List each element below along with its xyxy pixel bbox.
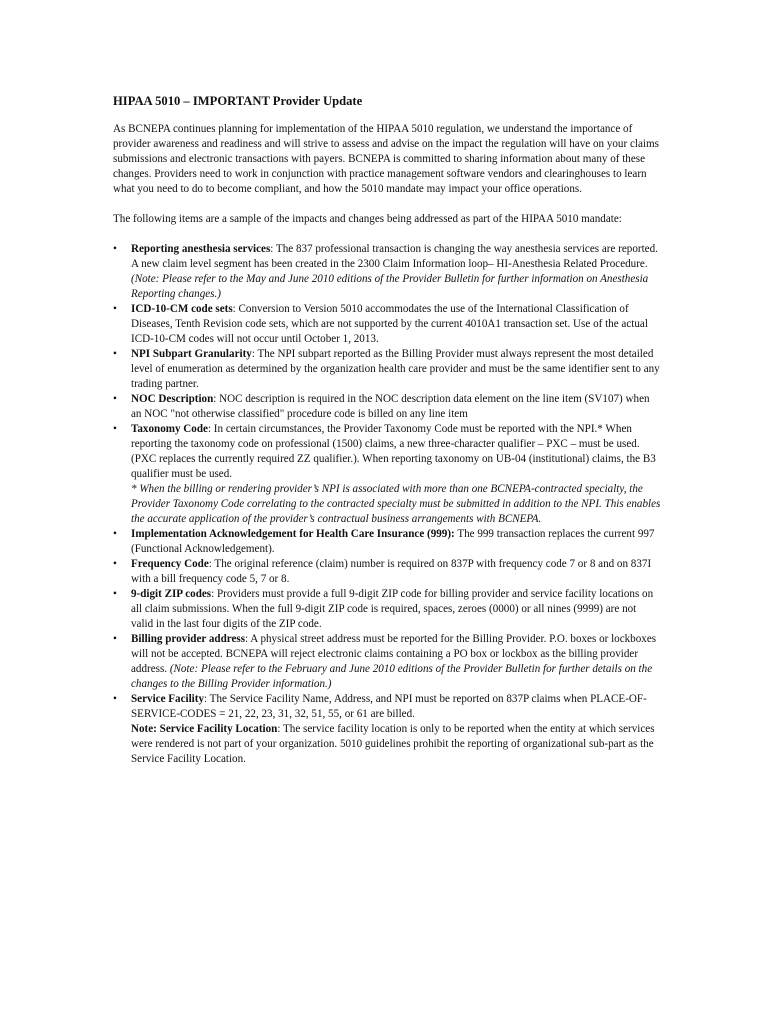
item-text: : The NPI subpart reported as the Billing Provider must always represent the most detailed level of enumeration as determined by the organization health care provider and must be the same identifier sent to any trading partner.: [131, 348, 660, 390]
item-subnote-text: : The service facility location is only to be reported when the entity at which services were rendered is not part of your organization. 5010 guidelines prohibit the reporting of organizational sub-part as the Service Facility Location.: [131, 723, 655, 765]
list-item-billing-address: [113, 632, 661, 692]
item-text: : Conversion to Version 5010 accommodates the use of the International Classification of Diseases, Tenth Revision code sets, which are not supported by the current 4010A1 transaction set. Use of the actual ICD-10-CM codes will not occur until October 1, 2013.: [131, 303, 648, 345]
list-item-noc: [113, 392, 661, 422]
bullet-icon: •: [113, 393, 117, 405]
list-item-icd10: [113, 302, 661, 347]
bullet-icon: •: [113, 423, 117, 435]
item-text: : The original reference (claim) number is required on 837P with frequency code 7 or 8 and on 837I with a bill frequency code 5, 7 or 8.: [131, 558, 652, 585]
item-subnote-term: Note: Service Facility Location: [131, 723, 278, 735]
item-text: The 999 transaction replaces the current 997 (Functional Acknowledgement).: [131, 528, 655, 555]
sample-intro-paragraph: The following items are a sample of the impacts and changes being addressed as part of the HIPAA 5010 mandate:: [113, 213, 622, 225]
item-term: 9-digit ZIP codes: [131, 588, 212, 600]
item-text: : NOC description is required in the NOC description data element on the line item (SV107) when an NOC "not otherwise classified" procedure code is billed on any line item: [131, 393, 650, 420]
item-term: Service Facility: [131, 693, 205, 705]
list-item-zip: [113, 587, 661, 632]
list-item-taxonomy: [113, 422, 661, 527]
list-item-frequency: [113, 557, 661, 587]
bullet-icon: •: [113, 528, 117, 540]
document-title: HIPAA 5010 – IMPORTANT Provider Update: [113, 94, 363, 108]
bullet-icon: •: [113, 588, 117, 600]
item-text: : The Service Facility Name, Address, and NPI must be reported on 837P claims when PLACE-OF-SERVICE-CODES = 21, 22, 23, 31, 32, 51, 55, or 61 are billed.: [131, 693, 647, 720]
item-subnote: [131, 722, 661, 767]
item-text: : The 837 professional transaction is changing the way anesthesia services are reported. A new claim level segment has been created in the 2300 Claim Information loop– HI-Anesthesia Related Procedure.: [131, 243, 658, 270]
bullet-icon: •: [113, 693, 117, 705]
item-note: (Note: Please refer to the May and June 2010 editions of the Provider Bulletin for further information on Anesthesia Reporting changes.): [131, 273, 649, 300]
item-footnote: * When the billing or rendering provider’s NPI is associated with more than one BCNEPA-contracted specialty, the Provider Taxonomy Code correlating to the contracted specialty must be submitted in addition to the NPI. This enables the accurate application of the provider’s contractual business arrangements with BCNEPA.: [131, 483, 661, 525]
item-term: Billing provider address: [131, 633, 246, 645]
item-text: : In certain circumstances, the Provider Taxonomy Code must be reported with the NPI.* When reporting the taxonomy code on professional (1500) claims, a new three-character qualifier – PXC – must be used. (PXC replaces the currently required ZZ qualifier.). When reporting taxonomy on UB-04 (institutional) claims, the B3 qualifier must be used.: [131, 423, 656, 480]
impact-list: [113, 242, 661, 767]
item-note: (Note: Please refer to the February and June 2010 editions of the Provider Bulletin for further details on the changes to the Billing Provider information.): [131, 663, 653, 690]
item-text: : A physical street address must be reported for the Billing Provider. P.O. boxes or lockboxes will not be accepted. BCNEPA will reject electronic claims containing a PO box or lockbox as the billing provider address.: [131, 633, 657, 675]
list-item-999: [113, 527, 661, 557]
item-term: NOC Description: [131, 393, 214, 405]
item-term: NPI Subpart Granularity: [131, 348, 252, 360]
bullet-icon: •: [113, 243, 117, 255]
bullet-icon: •: [113, 558, 117, 570]
item-term: Taxonomy Code: [131, 423, 208, 435]
item-term: Reporting anesthesia services: [131, 243, 271, 255]
list-item-service-facility: [113, 692, 661, 767]
bullet-icon: •: [113, 348, 117, 360]
item-term: Implementation Acknowledgement for Health Care Insurance (999):: [131, 528, 455, 540]
list-item-npi-subpart: [113, 347, 661, 392]
item-term: ICD-10-CM code sets: [131, 303, 233, 315]
item-term: Frequency Code: [131, 558, 209, 570]
list-item-anesthesia: [113, 242, 661, 302]
document-page: [113, 93, 661, 767]
bullet-icon: •: [113, 633, 117, 645]
intro-paragraph: As BCNEPA continues planning for implementation of the HIPAA 5010 regulation, we understand the importance of provider awareness and readiness and will strive to assess and advise on the impact the regulation will have on your claims submissions and electronic transactions with payers. BCNEPA is committed to sharing information about many of these changes. Providers need to work in conjunction with practice management software vendors and clearinghouses to learn what you need to do to become compliant, and how the 5010 mandate may impact your office operations.: [113, 123, 659, 195]
item-text: : Providers must provide a full 9-digit ZIP code for billing provider and service facility locations on all claim submissions. When the full 9-digit ZIP code is required, spaces, zeroes (0000) or all nines (9999) are not valid in the last four digits of the ZIP code.: [131, 588, 654, 630]
bullet-icon: •: [113, 303, 117, 315]
